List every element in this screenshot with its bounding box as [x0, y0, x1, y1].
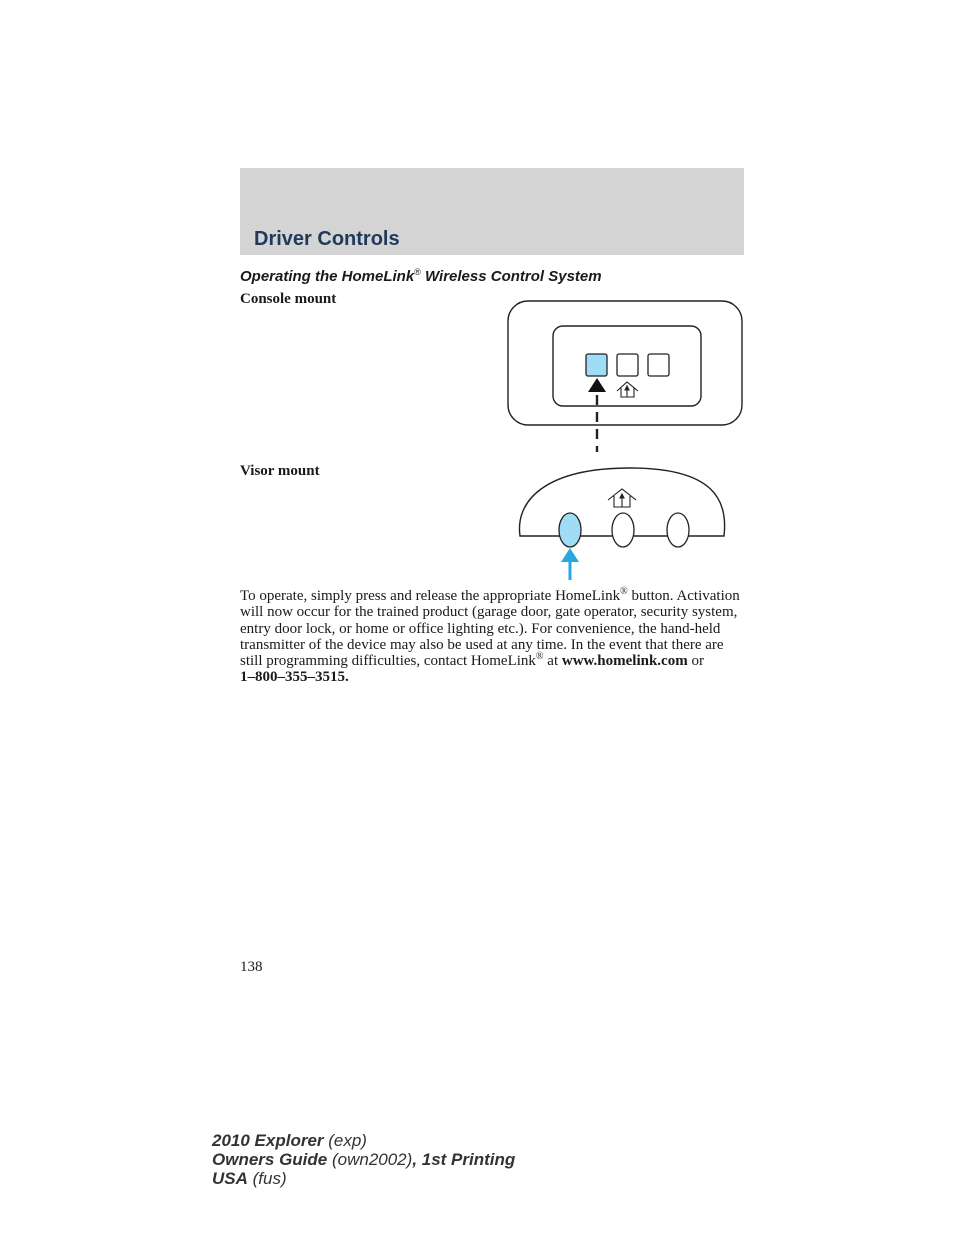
- trademark-symbol: ®: [414, 267, 421, 277]
- visor-button-1[interactable]: [559, 513, 581, 547]
- console-mount-label: Console mount: [240, 291, 337, 307]
- homelink-phone-number: 1–800–355–3515.: [240, 669, 349, 686]
- footer-model-code: (exp): [323, 1131, 367, 1150]
- blue-arrow-up-icon: [561, 548, 579, 580]
- footer-line-2: [212, 1150, 515, 1169]
- footer-model: 2010 Explorer: [212, 1131, 324, 1150]
- header-band: [240, 168, 744, 255]
- visor-button-3[interactable]: [667, 513, 689, 547]
- footer-line-1: [212, 1131, 515, 1150]
- footer-market: USA: [212, 1169, 248, 1188]
- subheading-text-before: Operating the HomeLink: [240, 268, 415, 285]
- body-part-2: button. Activation will now occur for the trained product (garage door, gate operator, security system, entry door lock, or home or office lighting etc.). For convenience, the hand-held transmitter of the device may also be used at any time. In the event that there are still programming difficulties, contact HomeLink: [240, 588, 740, 670]
- visor-button-2[interactable]: [612, 513, 634, 547]
- body-part-1: To operate, simply press and release the appropriate HomeLink: [240, 588, 621, 604]
- homelink-website-link[interactable]: www.homelink.com: [561, 653, 688, 670]
- footer-market-code: (fus): [247, 1169, 287, 1188]
- section-title: Driver Controls: [254, 228, 400, 250]
- registered-mark: ®: [535, 651, 544, 663]
- subheading: [240, 267, 602, 285]
- homelink-diagram: [500, 296, 750, 586]
- footer-guide: Owners Guide: [212, 1150, 328, 1169]
- body-part-4: or: [687, 653, 704, 670]
- footer-printing: , 1st Printing: [412, 1150, 516, 1169]
- subheading-text-after: Wireless Control System: [420, 268, 602, 285]
- console-mount-unit: [508, 301, 742, 425]
- visor-mount-label: Visor mount: [240, 463, 320, 479]
- console-button-3[interactable]: [648, 354, 669, 376]
- console-button-1[interactable]: [586, 354, 607, 376]
- body-paragraph: [240, 588, 744, 686]
- body-part-3: at: [543, 653, 562, 670]
- footer: [212, 1131, 515, 1188]
- page-number: 138: [240, 959, 263, 975]
- console-button-2[interactable]: [617, 354, 638, 376]
- footer-line-3: [212, 1169, 515, 1188]
- registered-mark: ®: [620, 586, 628, 597]
- visor-mount-unit: [519, 468, 724, 547]
- footer-guide-code: (own2002): [327, 1150, 413, 1169]
